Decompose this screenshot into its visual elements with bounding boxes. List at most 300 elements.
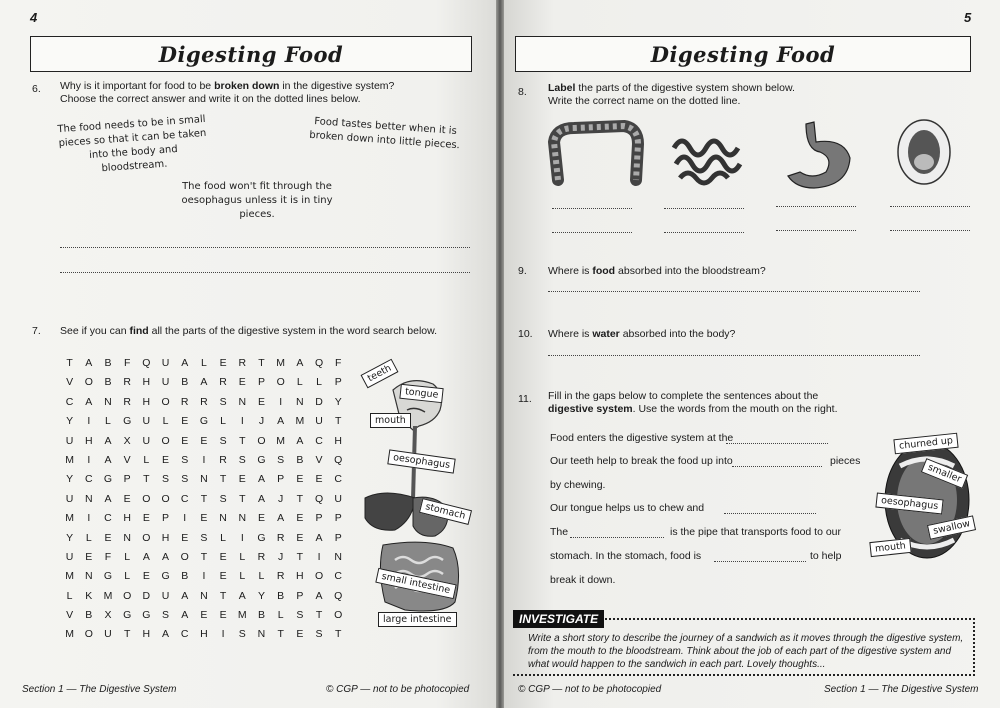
- word-search-letter[interactable]: S: [219, 395, 227, 408]
- word-search-letter[interactable]: Y: [257, 589, 265, 602]
- word-search-letter[interactable]: S: [296, 609, 304, 622]
- word-search-letter[interactable]: A: [257, 473, 265, 486]
- word-search-letter[interactable]: N: [334, 550, 343, 563]
- word-search-letter[interactable]: H: [142, 376, 151, 389]
- word-search-letter[interactable]: T: [219, 589, 227, 602]
- word-search-letter[interactable]: O: [257, 434, 266, 447]
- stomach-picture: [788, 122, 850, 188]
- word-search-letter[interactable]: U: [65, 492, 74, 505]
- sentence: by chewing.: [550, 479, 606, 491]
- word-search-row: [60, 529, 348, 548]
- word-search-letter[interactable]: P: [123, 473, 131, 486]
- word-search-letter[interactable]: T: [296, 492, 304, 505]
- question-number: 6.: [32, 83, 41, 95]
- word-search-letter[interactable]: H: [142, 395, 151, 408]
- word-search-letter[interactable]: L: [85, 531, 92, 544]
- word-search-letter[interactable]: U: [161, 589, 170, 602]
- word-search-letter[interactable]: R: [219, 376, 227, 389]
- word-search-letter[interactable]: Q: [314, 492, 324, 505]
- word-search-row: [60, 606, 348, 625]
- word-search-letter[interactable]: I: [317, 550, 321, 563]
- word-search-letter[interactable]: H: [296, 570, 304, 583]
- sentence: stomach. In the stomach, food is: [550, 550, 702, 562]
- word-search-letter[interactable]: L: [258, 570, 265, 583]
- word-search-letter[interactable]: N: [104, 395, 112, 408]
- answer-line[interactable]: [60, 247, 470, 248]
- word-search-letter[interactable]: I: [279, 395, 283, 408]
- answer-line[interactable]: [890, 206, 970, 207]
- word-search-letter[interactable]: N: [84, 570, 93, 583]
- word-search-letter[interactable]: E: [219, 550, 227, 563]
- word-search-letter[interactable]: R: [180, 395, 189, 408]
- word-search-letter[interactable]: P: [315, 512, 323, 525]
- word-search-letter[interactable]: N: [219, 512, 227, 525]
- word-search-letter[interactable]: E: [200, 609, 208, 622]
- word-search-letter[interactable]: E: [296, 628, 304, 641]
- answer-line[interactable]: [776, 230, 856, 231]
- word-search-letter[interactable]: M: [276, 434, 286, 447]
- word-search-letter[interactable]: A: [85, 395, 93, 408]
- word-search-letter[interactable]: S: [181, 453, 189, 466]
- word-search-letter[interactable]: L: [200, 357, 207, 369]
- word-search-letter[interactable]: U: [65, 550, 74, 563]
- word-search-letter[interactable]: T: [335, 628, 342, 641]
- word-search-letter[interactable]: L: [220, 415, 227, 428]
- word-search-letter[interactable]: P: [257, 376, 265, 389]
- word-search-letter[interactable]: N: [200, 589, 208, 602]
- answer-option: The food won't fit through the oesophagus unless it is in tiny pieces.: [181, 181, 333, 220]
- word-search-letter[interactable]: F: [335, 357, 342, 369]
- word-search-letter[interactable]: A: [104, 453, 112, 466]
- word-search-letter[interactable]: T: [258, 357, 265, 369]
- word-search-letter[interactable]: A: [277, 415, 285, 428]
- footer-copyright: © CGP — not to be photocopied: [326, 684, 470, 695]
- answer-line[interactable]: [570, 537, 664, 538]
- word-search-letter[interactable]: I: [240, 531, 244, 544]
- word-search-row: [60, 490, 348, 509]
- word-search-letter[interactable]: A: [257, 492, 265, 505]
- word-search-letter[interactable]: J: [278, 550, 284, 563]
- word-search-letter[interactable]: E: [200, 434, 208, 447]
- word-search-letter[interactable]: S: [181, 473, 189, 486]
- word-search-letter[interactable]: H: [200, 628, 208, 641]
- question-number: 10.: [518, 328, 533, 340]
- word-search-letter[interactable]: P: [162, 512, 170, 525]
- word-search-letter[interactable]: A: [238, 589, 246, 602]
- word-search-letter[interactable]: L: [296, 376, 303, 389]
- word-search-letter[interactable]: E: [142, 512, 150, 525]
- word-search-letter[interactable]: S: [238, 453, 246, 466]
- word-search-letter[interactable]: G: [161, 570, 170, 583]
- word-search-row: [60, 432, 348, 451]
- word-search-letter[interactable]: N: [238, 395, 247, 408]
- word-search-letter[interactable]: T: [66, 357, 73, 369]
- word-search-letter[interactable]: S: [238, 628, 246, 641]
- question-11-text: Fill in the gaps below to complete the sentences about the digestive system. Use the words from the mouth on the right.: [548, 390, 838, 415]
- word-search-letter[interactable]: A: [181, 589, 189, 602]
- word-search-letter[interactable]: U: [161, 357, 170, 369]
- word-search-letter[interactable]: A: [104, 434, 112, 447]
- word-search-letter[interactable]: M: [65, 628, 74, 641]
- word-search-letter[interactable]: I: [87, 512, 91, 525]
- word-search-letter[interactable]: X: [123, 434, 131, 447]
- word-search-letter[interactable]: B: [85, 609, 93, 622]
- word-search-letter[interactable]: L: [105, 415, 111, 428]
- word-search-letter[interactable]: E: [315, 473, 323, 486]
- word-search-letter[interactable]: E: [296, 531, 304, 544]
- word-search-letter[interactable]: L: [162, 415, 169, 428]
- word-search-letter[interactable]: T: [239, 434, 246, 447]
- word-search-row: [60, 548, 348, 567]
- book-gutter: [496, 0, 504, 708]
- word-search-letter[interactable]: O: [123, 589, 132, 602]
- word-search-letter[interactable]: A: [162, 628, 170, 641]
- word-search-letter[interactable]: B: [104, 357, 112, 369]
- word-search-letter[interactable]: E: [200, 512, 208, 525]
- word-search-letter[interactable]: O: [334, 609, 343, 622]
- word-search-letter[interactable]: G: [199, 415, 208, 428]
- sentence: to help: [810, 550, 842, 562]
- word-search-letter[interactable]: H: [334, 434, 343, 447]
- sentence: Our teeth help to break the food up into: [550, 455, 733, 467]
- word-search-letter[interactable]: B: [277, 589, 285, 602]
- word-search-letter[interactable]: U: [315, 415, 323, 428]
- word-search-letter[interactable]: A: [181, 609, 189, 622]
- word-search-letter[interactable]: A: [296, 357, 304, 369]
- word-search-letter[interactable]: I: [202, 570, 206, 583]
- word-search-letter[interactable]: M: [295, 415, 305, 428]
- word-search-letter[interactable]: O: [142, 531, 151, 544]
- word-search-letter[interactable]: Q: [334, 453, 343, 466]
- word-search-letter[interactable]: E: [181, 434, 189, 447]
- word-search-letter[interactable]: Q: [334, 589, 343, 602]
- word-search-letter[interactable]: L: [239, 570, 246, 583]
- page-title: Digesting Food: [158, 41, 344, 67]
- word-search-letter[interactable]: O: [84, 376, 93, 389]
- word-search-letter[interactable]: O: [276, 376, 285, 389]
- word-search-letter[interactable]: T: [277, 628, 284, 641]
- word-search-letter[interactable]: O: [84, 628, 93, 641]
- diagram-label: small intestine: [375, 568, 456, 599]
- word-search-row: [60, 470, 348, 489]
- page-title: Digesting Food: [650, 41, 836, 67]
- answer-line[interactable]: [548, 291, 920, 292]
- word-search-letter[interactable]: Y: [66, 473, 74, 486]
- word-search-letter[interactable]: U: [142, 415, 151, 428]
- question-7-text: See if you can find all the parts of the digestive system in the word search below.: [60, 325, 438, 337]
- word-search-letter[interactable]: R: [123, 395, 131, 408]
- word-search-letter[interactable]: I: [183, 512, 187, 525]
- word-search-letter[interactable]: M: [276, 357, 286, 369]
- word-search-letter[interactable]: M: [65, 570, 74, 583]
- word-search-letter[interactable]: G: [123, 415, 132, 428]
- word-search-letter[interactable]: E: [296, 473, 304, 486]
- word-search-letter[interactable]: L: [239, 550, 246, 563]
- word-search-letter[interactable]: C: [334, 473, 343, 486]
- word-search-letter[interactable]: I: [240, 415, 244, 428]
- word-search-letter[interactable]: U: [65, 434, 74, 447]
- word-search-letter[interactable]: T: [239, 492, 246, 505]
- right-page: [504, 0, 1000, 708]
- word-search-letter[interactable]: S: [219, 434, 227, 447]
- answer-line[interactable]: [552, 208, 632, 209]
- organ-pictures: [544, 118, 964, 198]
- word-search-letter[interactable]: R: [257, 550, 266, 563]
- word-search-letter[interactable]: L: [143, 453, 150, 466]
- answer-option: Food tastes better when it is broken down into little pieces.: [308, 116, 461, 152]
- word-search-letter[interactable]: I: [221, 628, 225, 641]
- word-search-letter[interactable]: V: [123, 453, 131, 466]
- word-search-letter[interactable]: L: [220, 531, 227, 544]
- word-search-letter[interactable]: J: [258, 415, 265, 428]
- word-search-letter[interactable]: P: [334, 512, 342, 525]
- word-search-letter[interactable]: S: [277, 453, 285, 466]
- word-search-row: [60, 567, 348, 586]
- word-search-letter[interactable]: P: [334, 531, 342, 544]
- word-search-letter[interactable]: S: [219, 492, 227, 505]
- small-intestine-picture: [674, 141, 740, 183]
- word-search-letter[interactable]: A: [162, 550, 170, 563]
- word-search-letter[interactable]: G: [103, 570, 113, 583]
- word-search-letter[interactable]: G: [123, 609, 132, 622]
- word-search-letter[interactable]: R: [276, 570, 285, 583]
- word-search-letter[interactable]: O: [161, 395, 170, 408]
- word-search-letter[interactable]: A: [296, 434, 304, 447]
- word-search-letter[interactable]: M: [237, 609, 247, 622]
- answer-line[interactable]: [732, 466, 822, 467]
- word-search-letter[interactable]: V: [66, 376, 74, 389]
- word-search-letter[interactable]: F: [104, 550, 112, 563]
- diagram-label: tongue: [399, 384, 444, 403]
- word-search-letter[interactable]: K: [85, 589, 93, 602]
- word-search-letter[interactable]: E: [219, 357, 227, 369]
- page-number: 4: [30, 10, 38, 25]
- word-search-letter[interactable]: U: [161, 376, 170, 389]
- word-search-letter[interactable]: A: [181, 357, 189, 369]
- word-search-letter[interactable]: R: [276, 531, 285, 544]
- question-9-text: Where is food absorbed into the bloodstream?: [548, 265, 766, 277]
- word-search-letter[interactable]: M: [65, 453, 74, 466]
- word-search-letter[interactable]: N: [84, 492, 93, 505]
- word-search-letter[interactable]: E: [123, 492, 131, 505]
- word-search-letter[interactable]: E: [238, 376, 246, 389]
- word-search-letter[interactable]: X: [104, 609, 112, 622]
- investigate-heading: INVESTIGATE: [513, 610, 604, 628]
- word-search-letter[interactable]: E: [142, 570, 150, 583]
- word-search-letter[interactable]: D: [315, 395, 323, 408]
- answer-line[interactable]: [552, 232, 632, 233]
- sentence: break it down.: [550, 574, 616, 586]
- answer-line[interactable]: [890, 230, 970, 231]
- word-search-letter[interactable]: A: [85, 357, 93, 369]
- word-search-letter[interactable]: A: [200, 376, 208, 389]
- word-search-letter[interactable]: T: [219, 473, 227, 486]
- answer-option: The food needs to be in small pieces so that it can be taken into the body and bloodstream.: [57, 113, 207, 175]
- diagram-label: stomach: [419, 498, 472, 525]
- word-search-row: [60, 509, 348, 528]
- word-search-letter[interactable]: T: [200, 492, 208, 505]
- word-search-row: [60, 451, 348, 470]
- word-search-letter[interactable]: P: [277, 473, 285, 486]
- word-search-letter[interactable]: A: [104, 492, 112, 505]
- diagram-label: mouth: [370, 413, 411, 428]
- word-search-letter[interactable]: S: [162, 473, 170, 486]
- word-search-letter[interactable]: G: [103, 473, 113, 486]
- word-search-letter[interactable]: R: [200, 395, 208, 408]
- word-tag: oesophagus: [875, 493, 943, 515]
- large-intestine-picture: [554, 126, 638, 180]
- word-search-letter[interactable]: Y: [66, 531, 74, 544]
- answer-line[interactable]: [60, 272, 470, 273]
- answer-line[interactable]: [664, 232, 744, 233]
- word-search-letter[interactable]: E: [238, 473, 246, 486]
- word-search-letter[interactable]: A: [142, 550, 150, 563]
- word-search-letter[interactable]: O: [180, 550, 189, 563]
- word-search-letter[interactable]: S: [315, 628, 323, 641]
- sentence: is the pipe that transports food to our: [670, 526, 842, 538]
- word-search-letter[interactable]: E: [257, 395, 265, 408]
- word-tag: churned up: [893, 433, 958, 455]
- word-search-letter[interactable]: A: [315, 589, 323, 602]
- word-search-letter[interactable]: L: [124, 550, 131, 563]
- word-search-letter[interactable]: V: [66, 609, 74, 622]
- word-search-letter[interactable]: C: [65, 395, 74, 408]
- sentence: Food enters the digestive system at the: [550, 432, 734, 444]
- word-search-letter[interactable]: M: [103, 589, 113, 602]
- word-search-letter[interactable]: C: [180, 492, 189, 505]
- word-search-letter[interactable]: R: [219, 453, 227, 466]
- word-search-letter[interactable]: B: [104, 376, 112, 389]
- word-search-letter[interactable]: E: [162, 453, 170, 466]
- word-search-letter[interactable]: J: [278, 492, 284, 505]
- word-search-letter[interactable]: F: [123, 357, 131, 369]
- word-search-letter[interactable]: N: [238, 512, 247, 525]
- word-search-letter[interactable]: H: [161, 531, 170, 544]
- word-search-letter[interactable]: Y: [66, 415, 74, 428]
- word-search-letter[interactable]: I: [202, 453, 206, 466]
- word-search-letter[interactable]: E: [85, 550, 93, 563]
- word-search-letter[interactable]: S: [162, 609, 170, 622]
- word-search-letter[interactable]: P: [296, 589, 304, 602]
- word-search-letter[interactable]: L: [277, 609, 284, 622]
- word-search-letter[interactable]: M: [65, 512, 74, 525]
- word-search-letter[interactable]: O: [161, 492, 170, 505]
- word-search-letter[interactable]: H: [84, 434, 93, 447]
- word-search-letter[interactable]: E: [257, 512, 265, 525]
- word-search-letter[interactable]: R: [123, 376, 131, 389]
- word-search-letter[interactable]: A: [315, 531, 323, 544]
- word-search-letter[interactable]: G: [257, 453, 266, 466]
- word-search-letter[interactable]: C: [104, 512, 112, 525]
- word-search-letter[interactable]: A: [277, 512, 285, 525]
- word-search-letter[interactable]: C: [334, 570, 343, 583]
- answer-line[interactable]: [726, 443, 828, 444]
- left-page: [0, 0, 496, 708]
- word-search-letter[interactable]: C: [180, 628, 189, 641]
- answer-line[interactable]: [548, 355, 920, 356]
- word-search-letter[interactable]: T: [315, 609, 323, 622]
- page-number: 5: [964, 10, 972, 25]
- word-tag: mouth: [869, 538, 911, 557]
- sentence: Our tongue helps us to chew and: [550, 502, 705, 514]
- word-search-letter[interactable]: N: [257, 628, 266, 641]
- word-search-row: [60, 393, 348, 412]
- word-search-letter[interactable]: O: [314, 570, 324, 583]
- word-search-letter[interactable]: I: [87, 415, 91, 428]
- word-search-letter[interactable]: L: [124, 570, 131, 583]
- word-search-letter[interactable]: E: [296, 512, 304, 525]
- word-search-letter[interactable]: U: [142, 434, 151, 447]
- page-title-box: [515, 36, 971, 72]
- word-search-letter[interactable]: B: [181, 376, 189, 389]
- answer-line[interactable]: [714, 561, 806, 562]
- word-search-row: [60, 412, 348, 431]
- word-search-letter[interactable]: H: [142, 628, 151, 641]
- word-search-letter[interactable]: N: [296, 395, 304, 408]
- word-search-letter[interactable]: C: [315, 434, 323, 447]
- word-search-grid[interactable]: [60, 354, 348, 645]
- word-search-letter[interactable]: Q: [142, 357, 151, 369]
- question-number: 7.: [32, 325, 41, 337]
- word-search-letter[interactable]: T: [335, 415, 342, 428]
- word-search-letter[interactable]: L: [66, 589, 73, 602]
- word-search-letter[interactable]: B: [181, 570, 189, 583]
- word-search-letter[interactable]: T: [123, 628, 131, 641]
- word-search-letter[interactable]: T: [296, 550, 304, 563]
- word-search-letter[interactable]: S: [200, 531, 208, 544]
- word-search-letter[interactable]: H: [123, 512, 131, 525]
- word-tag: swallow: [927, 515, 976, 540]
- word-search-letter[interactable]: V: [315, 453, 323, 466]
- word-search-letter[interactable]: B: [257, 609, 265, 622]
- word-search-letter[interactable]: I: [87, 453, 91, 466]
- word-search-letter[interactable]: E: [104, 531, 112, 544]
- word-search-letter[interactable]: Q: [314, 357, 324, 369]
- word-search-letter[interactable]: G: [142, 609, 151, 622]
- answer-line[interactable]: [664, 208, 744, 209]
- word-search-letter[interactable]: Y: [334, 395, 342, 408]
- investigate-text: Write a short story to describe the journey of a sandwich as it moves through the digestive system, from the mouth to the bloodstream. Think about the job of each part of the digestive system and what would happen to the sandwich in each part. Lovely thoughts...: [528, 633, 964, 670]
- word-search-row: [60, 587, 348, 606]
- answer-line[interactable]: [776, 206, 856, 207]
- word-tag: smaller: [921, 458, 968, 489]
- word-search-letter[interactable]: N: [200, 473, 208, 486]
- word-search-letter[interactable]: E: [181, 415, 189, 428]
- word-search-letter[interactable]: O: [142, 492, 151, 505]
- word-search-letter[interactable]: T: [143, 473, 150, 486]
- word-search-letter[interactable]: G: [257, 531, 266, 544]
- word-search-letter[interactable]: D: [142, 589, 151, 602]
- page-title-box: [30, 36, 472, 72]
- word-search-letter[interactable]: E: [219, 570, 227, 583]
- word-search-letter[interactable]: O: [161, 434, 170, 447]
- word-search-letter[interactable]: L: [316, 376, 322, 389]
- word-search-letter[interactable]: E: [219, 609, 227, 622]
- word-search-letter[interactable]: U: [104, 628, 112, 641]
- word-search-letter[interactable]: R: [238, 357, 247, 369]
- question-number: 8.: [518, 86, 527, 98]
- word-search-letter[interactable]: E: [181, 531, 189, 544]
- word-search-letter[interactable]: C: [84, 473, 93, 486]
- word-search-letter[interactable]: P: [334, 376, 342, 389]
- word-search-letter[interactable]: T: [200, 550, 208, 563]
- word-search-letter[interactable]: B: [296, 453, 304, 466]
- sentence: The: [550, 526, 569, 538]
- answer-line[interactable]: [724, 513, 816, 514]
- word-search-letter[interactable]: U: [334, 492, 343, 505]
- question-8-text: Label the parts of the digestive system shown below. Write the correct name on the dotted line.: [548, 82, 795, 107]
- word-search-letter[interactable]: N: [123, 531, 131, 544]
